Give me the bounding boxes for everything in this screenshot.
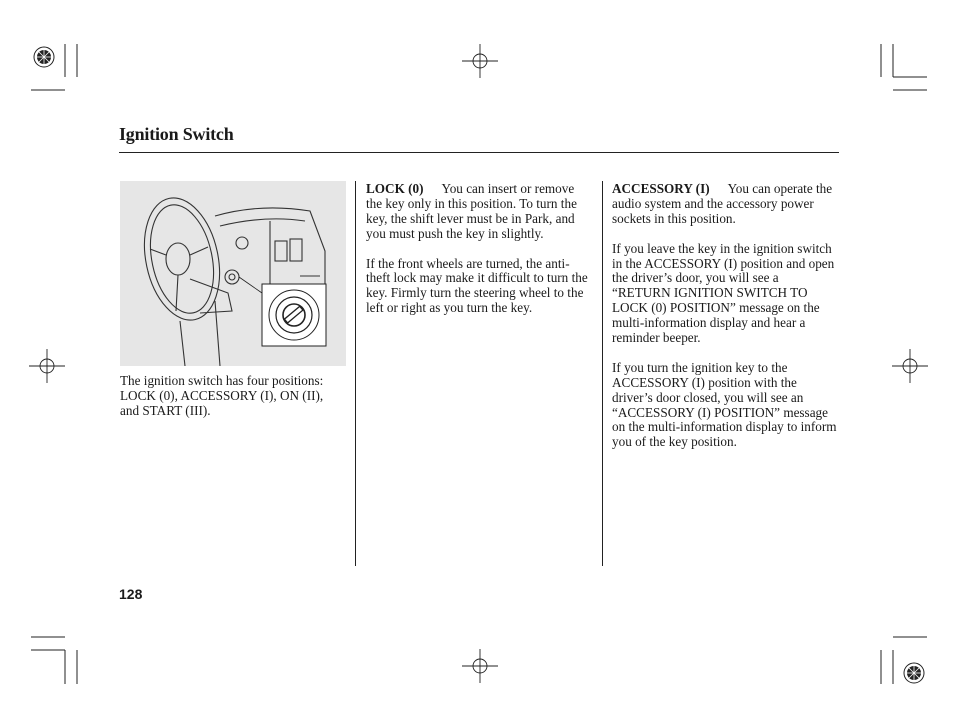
- lock-section: [366, 182, 591, 331]
- accessory-section: [612, 182, 840, 465]
- lock-paragraph: [366, 182, 591, 242]
- column-divider: [355, 181, 356, 566]
- column-divider: [602, 181, 603, 566]
- door-open-paragraph: If you leave the key in the ignition switch in the ACCESSORY (I) position and open the driver’s door, you will see a “RETURN IGNITION SWITCH TO LOCK (0) POSITION” message on the multi-information display and hear a reminder beeper.: [612, 240, 835, 346]
- title-rule: [119, 152, 839, 153]
- door-closed-paragraph: If you turn the ignition key to the ACCESSORY (I) position with the driver’s door closed, you will see an “ACCESSORY (I) POSITION” message on the multi-information display to inform you of the key position.: [612, 359, 837, 450]
- steering-wheel-ignition-icon: [120, 181, 346, 366]
- accessory-text: You can operate the audio system and the accessory power sockets in this position.: [612, 181, 833, 226]
- caption-text: The ignition switch has four positions: LOCK (0), ACCESSORY (I), ON (II), and START (III).: [120, 373, 324, 418]
- lock-heading: LOCK (0): [366, 181, 424, 196]
- ignition-illustration: [120, 181, 346, 366]
- lock-text: You can insert or remove the key only in this position. To turn the key, the shift lever must be in Park, and you must push the key in slightly.: [366, 181, 577, 241]
- page-number: 128: [119, 586, 143, 602]
- figure-caption: [120, 374, 345, 434]
- page-title: Ignition Switch: [119, 124, 234, 144]
- anti-theft-paragraph: If the front wheels are turned, the anti-theft lock may make it difficult to turn the key. Firmly turn the steering wheel to the left or right as you turn the key.: [366, 255, 588, 316]
- accessory-heading: ACCESSORY (I): [612, 181, 710, 196]
- accessory-paragraph: [612, 182, 840, 227]
